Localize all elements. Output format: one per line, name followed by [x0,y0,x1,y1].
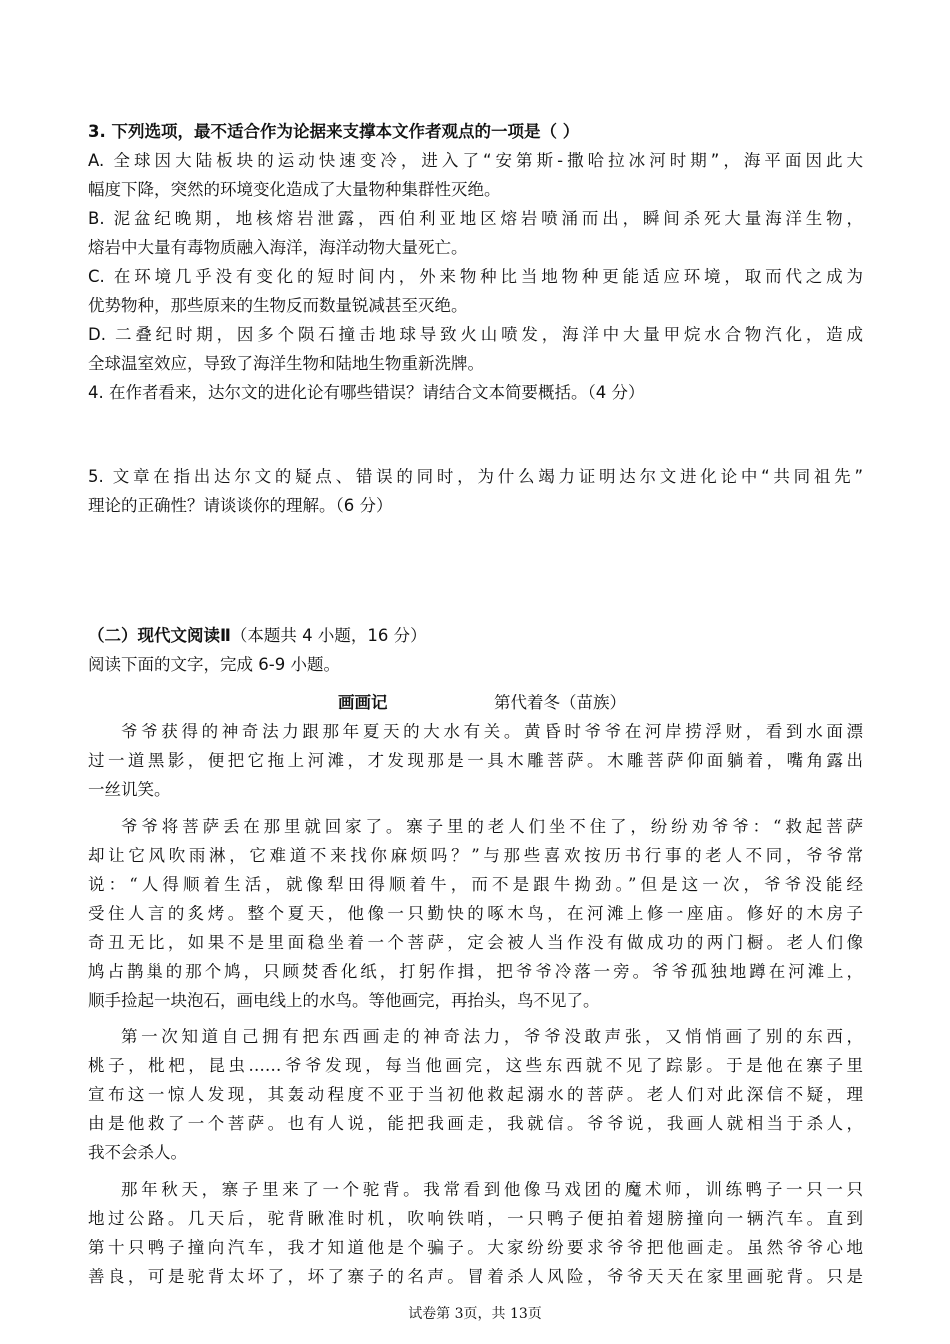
section-heading [88,621,863,650]
paragraph-line: 奇丑无比，如果不是里面稳坐着一个菩萨，定会被人当作没有做成功的两门橱。老人们像 [88,932,863,952]
section-heading-title: （二）现代文阅读Ⅱ [88,626,231,645]
paragraph-line: 我不会杀人。 [88,1143,187,1162]
paragraph-line: 说：“人得顺着生活，就像犁田得顺着牛，而不是跟牛拗劲。”但是这一次，爷爷没能经 [88,874,863,894]
paragraph-line: 一丝讥笑。 [88,780,171,799]
question-4: 4. 在作者看来，达尔文的进化论有哪些错误？请结合文本简要概括。（4 分） [88,383,645,402]
paragraph-3 [88,1023,863,1168]
option-d-line-1: D. 二叠纪时期，因多个陨石撞击地球导致火山喷发，海洋中大量甲烷水合物汽化，造成 [88,325,863,344]
option-d-line-2: 全球温室效应，导致了海洋生物和陆地生物重新洗牌。 [88,354,484,373]
paragraph-line: 爷爷获得的神奇法力跟那年夏天的大水有关。黄昏时爷爷在河岸捞浮财，看到水面漂 [121,722,863,741]
paragraph-line: 第一次知道自己拥有把东西画走的神奇法力，爷爷没敢声张，又悄悄画了别的东西， [121,1027,863,1046]
question-3-stem: 3. 下列选项，最不适合作为论据来支撑本文作者观点的一项是（ ） [88,122,580,141]
paragraph-line: 地过公路。几天后，驼背瞅准时机，吹响铁哨，一只鸭子便拍着翅膀撞向一辆汽车。直到 [88,1208,863,1228]
question-5-line-1: 5. 文章在指出达尔文的疑点、错误的同时，为什么竭力证明达尔文进化论中“共同祖先” [88,467,863,486]
paragraph-line: 爷爷将菩萨丢在那里就回家了。寨子里的老人们坐不住了，纷纷劝爷爷：“救起菩萨 [121,816,863,836]
paragraph-line: 鸠占鹊巢的那个鸠，只顾焚香化纸，打躬作揖，把爷爷冷落一旁。爷爷孤独地蹲在河滩上， [88,961,863,981]
paragraph-line: 过一道黑影，便把它拖上河滩，才发现那是一具木雕菩萨。木雕菩萨仰面躺着，嘴角露出 [88,751,863,770]
article-author: 第代着冬（苗族） [494,693,626,712]
option-b-line-1: B. 泥盆纪晚期，地核熔岩泄露，西伯利亚地区熔岩喷涌而出，瞬间杀死大量海洋生物， [88,209,863,228]
paragraph-2 [88,813,863,1016]
paragraph-line: 桃子，枇杷，昆虫……爷爷发现，每当他画完，这些东西就不见了踪影。于是他在寨子里 [88,1056,863,1075]
paragraph-line: 由是他救了一个菩萨。也有人说，能把我画走，我就信。爷爷说，我画人就相当于杀人， [88,1114,863,1133]
section-heading-note: （本题共 4 小题，16 分） [230,626,427,645]
article-title: 画画记 [338,693,388,712]
option-c-line-2: 优势物种，那些原来的生物反而数量锐减甚至灭绝。 [88,296,468,315]
page-footer: 试卷第 3页，共 13页 [408,1306,542,1322]
option-c-line-1: C. 在环境几乎没有变化的短时间内，外来物种比当地物种更能适应环境，取而代之成为 [88,267,863,286]
paragraph-line: 第十只鸭子撞向汽车，我才知道他是个骗子。大家纷纷要求爷爷把他画走。虽然爷爷心地 [88,1237,863,1257]
section-heading-block [88,621,863,679]
question-5 [88,462,863,520]
question-5-line-2: 理论的正确性？请谈谈你的理解。（6 分） [88,496,393,515]
question-3 [88,117,863,407]
option-b-line-2: 熔岩中大量有毒物质融入海洋，海洋动物大量死亡。 [88,238,468,257]
paragraph-line: 却让它风吹雨淋，它难道不来找你麻烦吗？”与那些喜欢按历书行事的老人不同，爷爷常 [88,845,863,865]
paragraph-line: 顺手捡起一块泡石，画电线上的水鸟。等他画完，再抬头，鸟不见了。 [88,990,600,1010]
article-title-row [0,688,950,717]
section-instruction: 阅读下面的文字，完成 6-9 小题。 [88,655,340,674]
paragraph-line: 宣布这一惊人发现，其轰动程度不亚于当初他救起溺水的菩萨。老人们对此深信不疑，理 [88,1085,863,1104]
paragraph-line: 善良，可是驼背太坏了，坏了寨子的名声。冒着杀人风险，爷爷天天在家里画驼背。只是 [88,1266,863,1286]
paragraph-line: 那年秋天，寨子里来了一个驼背。我常看到他像马戏团的魔术师，训练鸭子一只一只 [121,1179,863,1199]
article-body [88,718,863,1292]
paragraph-4 [88,1176,863,1292]
paragraph-line: 受住人言的炙烤。整个夏天，他像一只勤快的啄木鸟，在河滩上修一座庙。修好的木房子 [88,903,863,923]
paragraph-1 [88,718,863,805]
option-a-line-1: A. 全球因大陆板块的运动快速变冷，进入了“安第斯-撒哈拉冰河时期”，海平面因此大 [88,151,863,170]
option-a-line-2: 幅度下降，突然的环境变化造成了大量物种集群性灭绝。 [88,180,501,199]
